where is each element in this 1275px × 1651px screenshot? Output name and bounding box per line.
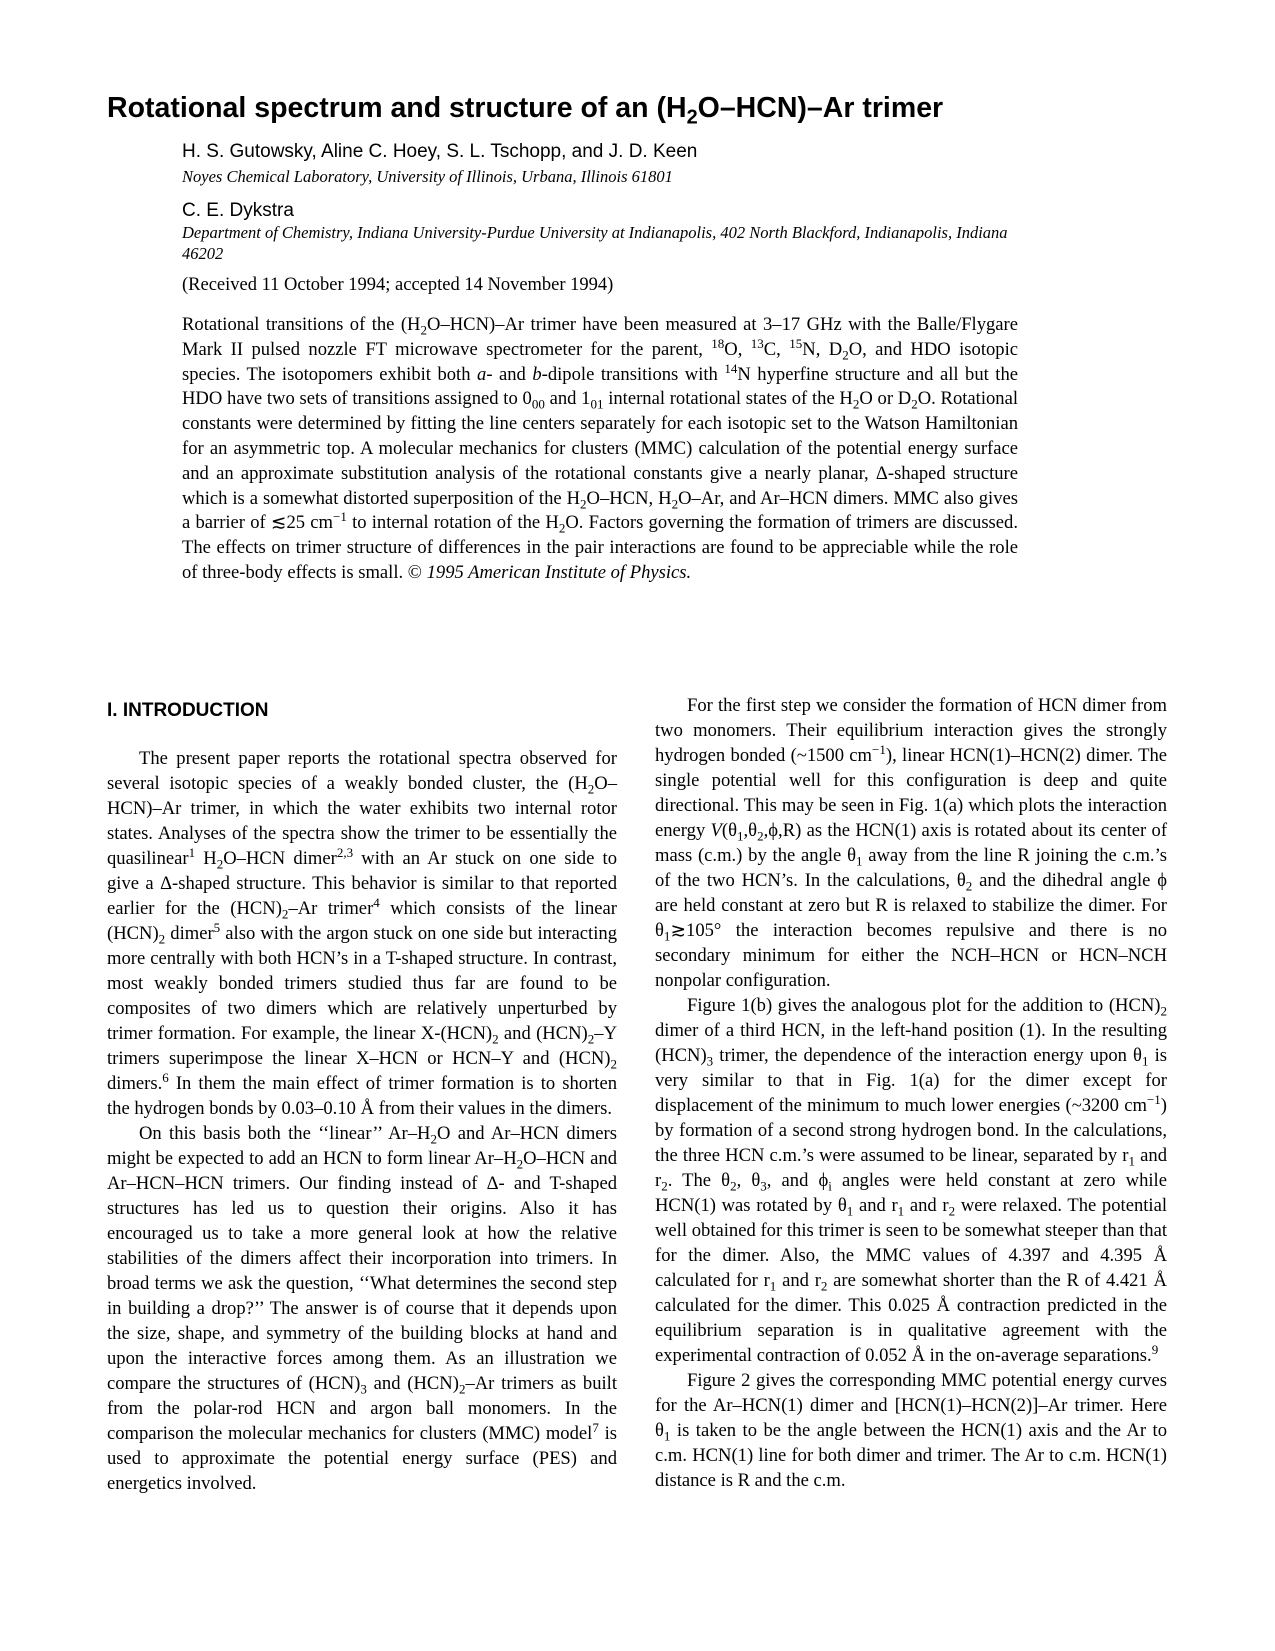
section-heading: I. INTRODUCTION bbox=[107, 700, 269, 721]
paragraph: On this basis both the ‘‘linear’’ $Ar-H_2O$ and Ar–HCN dimers might be expected to add an HCN to form linear $Ar-H_2O$–HCN and Ar–HCN–HCN trimers. Our finding instead of Δ- and T-shaped structures has led us to question their origins. Also it has encouraged us to take a more general look at how the relative stabilities of the dimers affect their incorporation into trimers. In broad terms we ask the question, ‘‘What determines the second step in building a drop?’’ The answer is of course that it depends upon the size, shape, and symmetry of the building blocks at hand and upon the interactive forces among them. As an illustration we compare the structures of $(HCN)_3$ and $(HCN)_2-Ar$ trimers as built from the polar-rod HCN and argon ball monomers. In the comparison the molecular mechanics for clusters (MMC) model$^7$ is used to approximate the potential energy surface (PES) and energetics involved. bbox=[107, 1123, 618, 1494]
received-dates: (Received 11 October 1994; accepted 14 November 1994) bbox=[182, 275, 614, 295]
paragraph: Figure 1(b) gives the analogous plot for the addition to $(HCN)_2$ dimer of a third HCN, in the left-hand position (1). In the resulting $(HCN)_3$ trimer, the dependence of the interaction energy upon $\theta_1$ is very similar to that in Fig. 1(a) for the dimer except for displacement of the minimum to much lower energies (~3200 $cm^{-1}$) by formation of a second strong hydrogen bond. In the calculations, the three HCN c.m.’s were assumed to be linear, separated by $r_1$ and $r_2$. The $\theta_2$, $\theta_3$, and $\phi_i$ angles were held constant at zero while HCN(1) was rotated by $\theta_1$ and $r_1$ and $r_2$ were relaxed. The potential well obtained for this trimer is seen to be somewhat steeper than that for the dimer. Also, the MMC values of 4.397 and 4.395 Å calculated for $r_1$ and $r_2$ are somewhat shorter than the R of 4.421 Å calculated for the dimer. This 0.025 Å contraction predicted in the equilibrium separation is in qualitative agreement with the experimental contraction of 0.052 Å in the on-average separations.$^9$ bbox=[655, 995, 1167, 1366]
right-column bbox=[655, 693, 1167, 1493]
affiliation-2: Department of Chemistry, Indiana University-Purdue University at Indianapolis, 402 North Blackford, Indianapolis, Indiana 46202 bbox=[182, 223, 1008, 263]
authors-line-2: C. E. Dykstra bbox=[182, 200, 294, 221]
abstract: Rotational transitions of the $(H_2O-HCN)-Ar$ trimer have been measured at 3–17 GHz with the Balle/Flygare Mark II pulsed nozzle FT microwave spectrometer for the parent, $^{18}$O, $^{13}$C, $^{15}$N, $D_2O$, and HDO isotopic species. The isotopomers exhibit both a- and b-dipole transitions with $^{14}$N hyperfine structure and all but the HDO have two sets of transitions assigned to $0_{00}$ and $1_{01}$ internal rotational states of the $H_2O$ or $D_2O$. Rotational constants were determined by fitting the line centers separately for each isotopic set to the Watson Hamiltonian for an asymmetric top. A molecular mechanics for clusters (MMC) calculation of the potential energy surface and an approximate substitution analysis of the rotational constants give a nearly planar, Δ-shaped structure which is a somewhat distorted superposition of the $H_2O$–HCN, $H_2O-Ar$, and Ar–HCN dimers. MMC also gives a barrier of ≲25 $cm^{-1}$ to internal rotation of the $H_2O$. Factors governing the formation of trimers are discussed. The effects on trimer structure of differences in the pair interactions are found to be appreciable while the role of three-body effects is small. © 1995 American Institute of Physics. bbox=[182, 314, 1019, 583]
authors-line-1: H. S. Gutowsky, Aline C. Hoey, S. L. Tschopp, and J. D. Keen bbox=[182, 141, 698, 162]
affiliation-1: Noyes Chemical Laboratory, University of Illinois, Urbana, Illinois 61801 bbox=[182, 167, 673, 186]
left-column bbox=[107, 746, 617, 1496]
paragraph: For the first step we consider the formation of HCN dimer from two monomers. Their equilibrium interaction gives the strongly hydrogen bonded (~1500 $cm^{-1}$), linear HCN(1)–HCN(2) dimer. The single potential well for this configuration is deep and quite directional. This may be seen in Fig. 1(a) which plots the interaction energy $V(\theta_1,\theta_2,\phi,R)$ as the HCN(1) axis is rotated about its center of mass (c.m.) by the angle $\theta_1$ away from the line R joining the c.m.’s of the two HCN’s. In the calculations, $\theta_2$ and the dihedral angle ϕ are held constant at zero but R is relaxed to stabilize the dimer. For $\theta_1≳105^\circ$ the interaction becomes repulsive and there is no secondary minimum for either the NCH–HCN or HCN–NCH nonpolar configuration. bbox=[655, 695, 1168, 991]
paper-title: Rotational spectrum and structure of an $(H_2O-HCN)-Ar$ trimer bbox=[107, 92, 944, 129]
paragraph: The present paper reports the rotational spectra observed for several isotopic species of a weakly bonded cluster, the $(H_2O-HCN)-Ar$ trimer, in which the water exhibits two internal rotor states. Analyses of the spectra show the trimer to be essentially the quasilinear$^1$ $H_2O$–HCN dimer$^{2,3}$ with an Ar stuck on one side to give a Δ-shaped structure. This behavior is similar to that reported earlier for the $(HCN)_2-Ar$ trimer$^4$ which consists of the linear $(HCN)_2$ dimer$^5$ also with the argon stuck on one side but interacting more centrally with both HCN’s in a T-shaped structure. In contrast, most weakly bonded trimers studied thus far are found to be composites of two dimers which are relatively unperturbed by trimer formation. For example, the linear $X-(HCN)_2$ and $(HCN)_2-Y$ trimers superimpose the linear X–HCN or HCN–Y and $(HCN)_2$ dimers.$^6$ In them the main effect of trimer formation is to shorten the hydrogen bonds by 0.03–0.10 Å from their values in the dimers. bbox=[107, 748, 617, 1119]
paragraph: Figure 2 gives the corresponding MMC potential energy curves for the Ar–HCN(1) dimer and [HCN(1)–HCN(2)]–Ar trimer. Here $\theta_1$ is taken to be the angle between the HCN(1) axis and the Ar to c.m. HCN(1) line for both dimer and trimer. The Ar to c.m. HCN(1) distance is R and the c.m. bbox=[655, 1370, 1167, 1491]
